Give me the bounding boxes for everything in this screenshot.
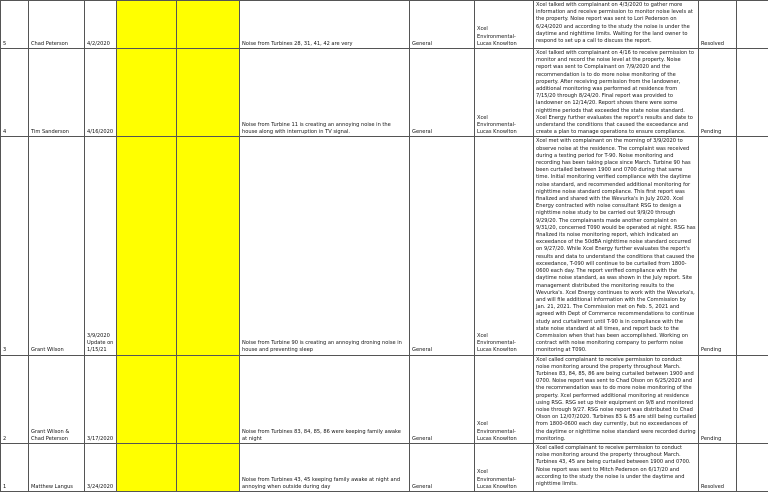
responsible-party: Xcel Environmental- Lucas Knowlton (475, 443, 534, 491)
complaint-description: Noise from Turbines 83, 84, 85, 86 were keeping family awake at night (240, 355, 410, 443)
resolution-description: Xcel met with complainant on the morning of 3/9/2020 to observe noise at the residence. The complaint was received during a testing period for T-90. Noise monitoring and recording has been taking place since March. Turbine 90 has been curtailed between 1900 and 0700 during that same time. Initial monitoring verified compliance with the daytime noise standard, and recommended additional monitoring for nighttime noise standard compliance. This first report was finalized and shared with the Wevurka's in July 2020. Xcel Energy contracted with noise consultant RSG to design a nighttime noise study to be carried out 9/9/20 through 9/29/20. The complainants made another complaint on 9/31/20, concerned T090 would be operated at night. RSG has finalized its noise monitoring report, which indicated an exceedance of the 50dBA nighttime noise standard occurred on 9/27/20. While Xcel Energy further evaluates the report's results and data to understand the conditions that caused the exceedance, T-090 will continue to be curtailed from 1800-0600 each day. The report verified compliance with the daytime noise standard, as was shown in the July report. Site management distributed the monitoring results to the Wevurka's. Xcel Energy continues to work with the Wevurka's, and will file additional information with the Commission by Jan. 21, 2021. The Commission met on Feb. 5, 2021 and agreed with Dept of Commerce recommendations to continue study and curtailment until T-90 is in compliance with the state noise standard at all times, and report back to the Commission when that has been accomplished. Working on contract with noise monitoring company to perform noise monitoring at T090. (534, 137, 699, 355)
highlighted-cell (177, 49, 240, 137)
complaint-type: General (410, 49, 475, 137)
highlighted-cell (117, 355, 177, 443)
empty-cell (737, 137, 768, 355)
complaint-type: General (410, 355, 475, 443)
resolution-description: Xcel called complainant to receive permission to conduct noise monitoring around the property throughout March. Turbines 43, 45 are being curtailed between 1900 and 0700. Noise report was sent to Mitch Pederson on 6/17/20 and according to the study the noise is under the daytime and nighttime limits. (534, 443, 699, 491)
complaint-number: 2 (1, 355, 29, 443)
complaint-date: 3/9/2020 Update on 1/15/21 (85, 137, 117, 355)
responsible-party: Xcel Environmental- Lucas Knowlton (475, 49, 534, 137)
complainant-name: Tim Sanderson (29, 49, 85, 137)
empty-cell (737, 1, 768, 49)
resolution-description: Xcel talked with complainant on 4/16 to receive permission to monitor and record the noise level at the property. Noise report was sent to Complainant on 7/9/2020 and the recommendation is to do more noise monitoring of the property. After receiving permission from the landowner, additional monitoring was performed at residence from 7/15/20 through 8/24/20. Final report was provided to landowner on 12/14/20. Report shows there were some nighttime periods that exceeded the state noise standard. Xcel Energy further evaluates the report's results and date to understand the conditions that caused the exceedance and create a plan to manage operations to ensure compliance. (534, 49, 699, 137)
highlighted-cell (177, 443, 240, 491)
complainant-name: Grant Wilson & Chad Peterson (29, 355, 85, 443)
highlighted-cell (117, 1, 177, 49)
highlighted-cell (117, 443, 177, 491)
complaint-type: General (410, 1, 475, 49)
complaint-status: Pending (699, 49, 737, 137)
complaint-description: Noise from Turbines 28, 31, 41, 42 are very (240, 1, 410, 49)
table-row (1, 355, 768, 443)
highlighted-cell (177, 1, 240, 49)
complaint-status: Pending (699, 137, 737, 355)
highlighted-cell (117, 49, 177, 137)
complaint-type: General (410, 137, 475, 355)
complaint-type: General (410, 443, 475, 491)
complaint-date: 3/24/2020 (85, 443, 117, 491)
table-row (1, 137, 768, 355)
complaint-status: Resolved (699, 1, 737, 49)
empty-cell (737, 355, 768, 443)
table-row (1, 1, 768, 49)
complaint-date: 4/2/2020 (85, 1, 117, 49)
resolution-description: Xcel talked with complainant on 4/3/2020 to gather more information and receive permission to monitor noise levels at the property. Noise report was sent to Lori Pederson on 6/24/2020 and according to the study the noise is under the daytime and nighttime limits. Waiting for the land owner to respond to set up a call to discuss the report. (534, 1, 699, 49)
table-row (1, 49, 768, 137)
complaint-description: Noise from Turbines 43, 45 keeping family awake at night and annoying when outside during day (240, 443, 410, 491)
responsible-party: Xcel Environmental- Lucas Knowlton (475, 1, 534, 49)
complaint-description: Noise from Turbine 90 is creating an annoying droning noise in house and preventing sleep (240, 137, 410, 355)
complainant-name: Chad Peterson (29, 1, 85, 49)
complaint-status: Pending (699, 355, 737, 443)
complaint-number: 3 (1, 137, 29, 355)
complaint-status: Resolved (699, 443, 737, 491)
highlighted-cell (177, 137, 240, 355)
highlighted-cell (117, 137, 177, 355)
empty-cell (737, 49, 768, 137)
highlighted-cell (177, 355, 240, 443)
complaint-number: 4 (1, 49, 29, 137)
complaint-date: 4/16/2020 (85, 49, 117, 137)
complaint-number: 1 (1, 443, 29, 491)
responsible-party: Xcel Environmental- Lucas Knowlton (475, 355, 534, 443)
complainant-name: Matthew Langus (29, 443, 85, 491)
complaint-description: Noise from Turbine 11 is creating an annoying noise in the house along with interruption in TV signal. (240, 49, 410, 137)
complaint-date: 3/17/2020 (85, 355, 117, 443)
responsible-party: Xcel Environmental- Lucas Knowlton (475, 137, 534, 355)
table-row (1, 443, 768, 491)
complainant-name: Grant Wilson (29, 137, 85, 355)
resolution-description: Xcel called complainant to receive permission to conduct noise monitoring around the property throughout March. Turbines 83, 84, 85, 86 are being curtailed between 1900 and 0700. Noise report was sent to Chad Olson on 6/25/2020 and the recommendation was to do more noise monitoring of the property. Xcel performed additional monitoring at residence using RSG. RSG set up their equipment on 9/8 and monitored noise through 9/27. RSG noise report was distributed to Chad Olson on 12/07/2020. Turbines 83 & 85 are still being curtailed from 1800-0600 each day currently, but no exceedances of the daytime or nighttime noise standard were recorded during monitoring. (534, 355, 699, 443)
empty-cell (737, 443, 768, 491)
complaint-number: 5 (1, 1, 29, 49)
